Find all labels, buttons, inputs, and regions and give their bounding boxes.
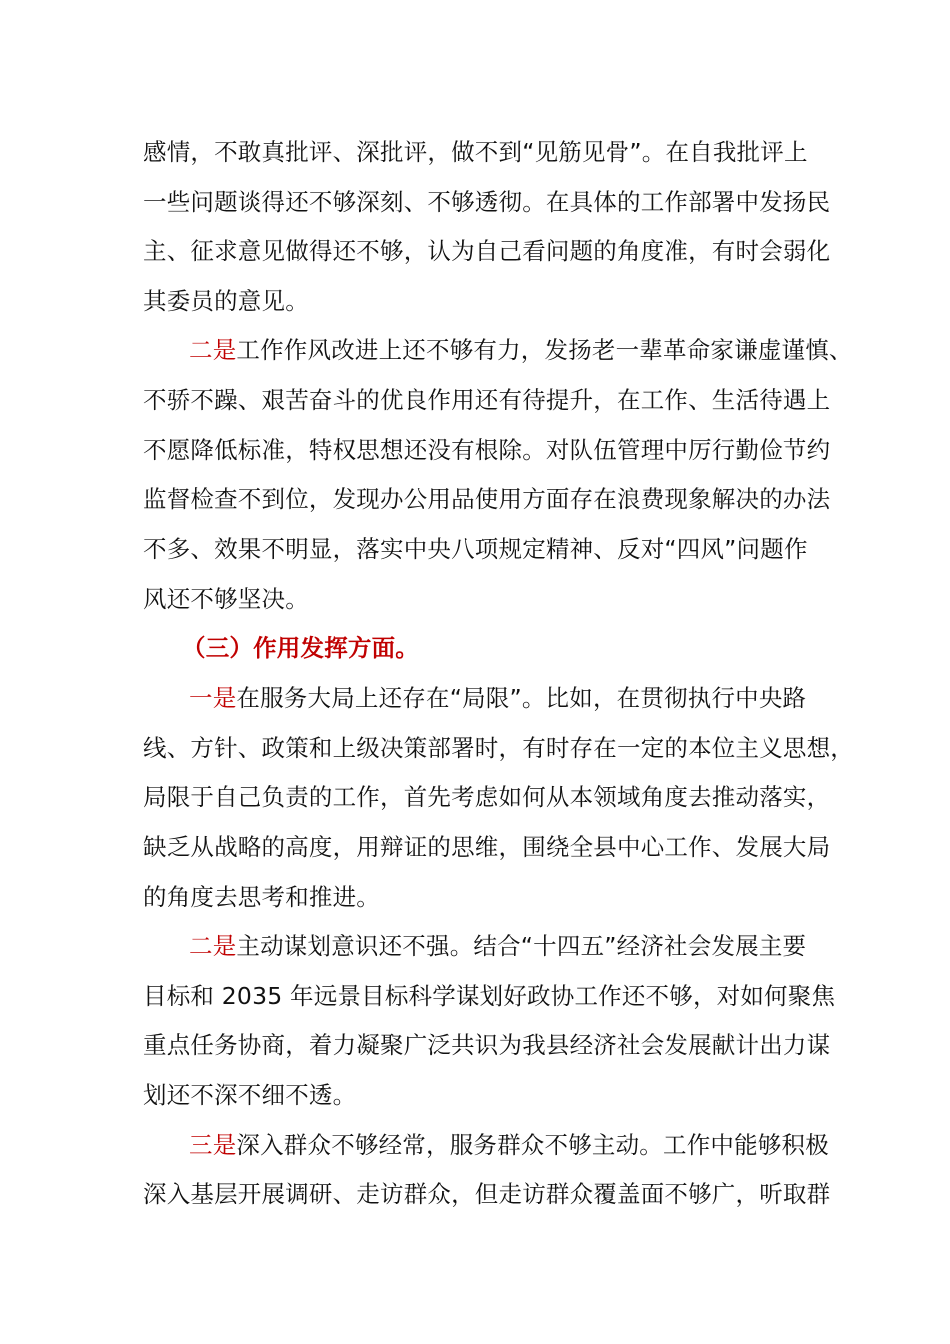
paragraph-line xyxy=(143,872,380,922)
paragraph-line xyxy=(143,1020,830,1070)
line-text: 监督检查不到位，发现办公用品使用方面存在浪费现象解决的办法 xyxy=(143,485,831,513)
line-text: 的角度去思考和推进。 xyxy=(143,883,380,911)
line-text: 在服务大局上还存在“局限”。比如，在贯彻执行中央路 xyxy=(236,684,807,712)
paragraph-line xyxy=(143,971,835,1021)
line-text: 工作作风改进上还不够有力，发扬老一辈革命家谦虚谨慎、 xyxy=(236,336,853,364)
paragraph-lead: 三是 xyxy=(189,1131,237,1159)
paragraph-lead: 二是 xyxy=(189,932,237,960)
line-text: 感情，不敢真批评、深批评，做不到“见筋见骨”。在自我批评上 xyxy=(143,138,808,166)
paragraph-line xyxy=(143,127,808,177)
line-text: 划还不深不细不透。 xyxy=(143,1081,357,1109)
line-text: 其委员的意见。 xyxy=(143,287,309,315)
paragraph-line xyxy=(143,1070,356,1120)
line-text: 深入基层开展调研、走访群众，但走访群众覆盖面不够广，听取群 xyxy=(143,1180,831,1208)
line-text: 不多、效果不明显，落实中央八项规定精神、反对“四风”问题作 xyxy=(143,535,808,563)
paragraph-line xyxy=(143,226,830,276)
line-text: 主动谋划意识还不强。结合“十四五”经济社会发展主要 xyxy=(236,932,807,960)
section-heading xyxy=(182,623,419,673)
line-text: 主、征求意见做得还不够，认为自己看问题的角度准，有时会弱化 xyxy=(143,237,831,265)
paragraph-line xyxy=(189,673,806,723)
paragraph-line xyxy=(143,375,830,425)
paragraph-lead: 二是 xyxy=(189,336,237,364)
paragraph-line xyxy=(143,474,830,524)
line-text: 重点任务协商，着力凝聚广泛共识为我县经济社会发展献计出力谋 xyxy=(143,1031,831,1059)
paragraph-line xyxy=(143,177,830,227)
paragraph-line xyxy=(143,276,309,326)
paragraph-line xyxy=(143,425,830,475)
paragraph-line xyxy=(189,1120,829,1170)
paragraph-line xyxy=(143,772,830,822)
line-text: 不愿降低标准，特权思想还没有根除。对队伍管理中厉行勤俭节约 xyxy=(143,436,831,464)
line-text: 目标和 2035 年远景目标科学谋划好政协工作还不够，对如何聚焦 xyxy=(143,982,836,1010)
line-text: 一些问题谈得还不够深刻、不够透彻。在具体的工作部署中发扬民 xyxy=(143,188,831,216)
line-text: 线、方针、政策和上级决策部署时，有时存在一定的本位主义思想， xyxy=(143,734,854,762)
paragraph-line xyxy=(143,822,830,872)
line-text: 局限于自己负责的工作，首先考虑如何从本领域角度去推动落实， xyxy=(143,783,831,811)
paragraph-line xyxy=(143,723,854,773)
paragraph-lead: 一是 xyxy=(189,684,237,712)
line-text: 不骄不躁、艰苦奋斗的优良作用还有待提升，在工作、生活待遇上 xyxy=(143,386,831,414)
paragraph-line xyxy=(143,574,309,624)
line-text: 缺乏从战略的高度，用辩证的思维，围绕全县中心工作、发展大局 xyxy=(143,833,831,861)
section-heading-text: （三）作用发挥方面。 xyxy=(182,634,419,662)
paragraph-line xyxy=(143,524,808,574)
line-text: 风还不够坚决。 xyxy=(143,585,309,613)
paragraph-line xyxy=(189,325,853,375)
line-text: 深入群众不够经常，服务群众不够主动。工作中能够积极 xyxy=(236,1131,829,1159)
paragraph-line xyxy=(143,1169,830,1219)
paragraph-line xyxy=(189,921,806,971)
